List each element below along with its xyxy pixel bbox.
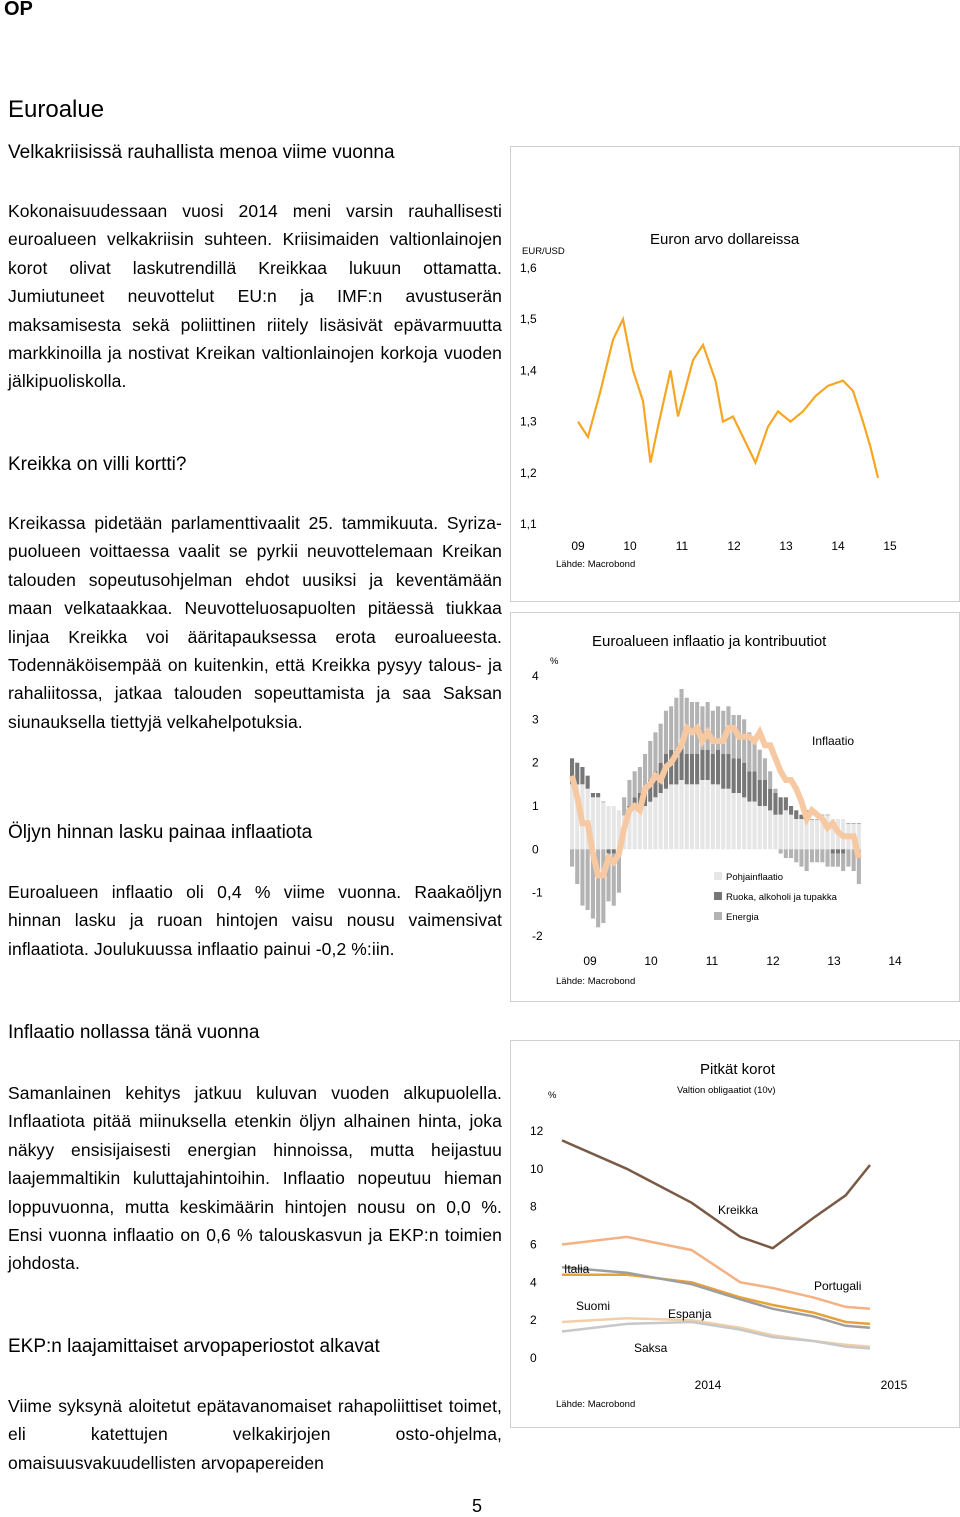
chart-inflation-svg <box>510 612 960 1002</box>
x-tick-label: 12 <box>727 539 741 553</box>
bar-energy <box>706 702 710 750</box>
legend-swatch <box>714 912 722 920</box>
bar-core <box>726 789 730 850</box>
y-tick-label: 6 <box>530 1237 537 1252</box>
y-tick-label: 4 <box>530 1275 537 1290</box>
bar-core <box>664 789 668 850</box>
bar-energy <box>815 849 819 862</box>
chart-euro-dollar-svg <box>510 146 960 602</box>
bar-food <box>580 767 584 784</box>
chart-long-rates <box>510 1040 960 1428</box>
bar-core <box>758 806 762 849</box>
chart-title: Pitkät korot <box>700 1061 776 1078</box>
y-tick-label: 12 <box>530 1123 544 1138</box>
bar-core <box>643 806 647 849</box>
legend-label: Ruoka, alkoholi ja tupakka <box>726 892 837 903</box>
bar-food <box>768 789 772 811</box>
bar-food <box>711 754 715 784</box>
legend-label: Energia <box>726 912 759 923</box>
legend-swatch <box>714 872 722 880</box>
legend-label: Pohjainflaatio <box>726 872 784 883</box>
bar-core <box>706 780 710 849</box>
bar-core <box>601 802 605 850</box>
bar-energy <box>763 758 767 780</box>
section-title: Euroalue <box>8 96 105 123</box>
bar-food <box>826 815 830 816</box>
y-tick-label: 3 <box>532 712 539 727</box>
chart-frame <box>511 147 960 602</box>
bar-food <box>591 793 595 797</box>
x-tick-label: 09 <box>583 954 597 968</box>
x-tick-label: 12 <box>766 954 780 968</box>
bar-food <box>841 849 845 853</box>
bar-core <box>716 784 720 849</box>
paragraph-inflaatio-nollassa: Samanlainen kehitys jatkuu kuluvan vuoden alkupuolella. Inflaatiota pitää miinuksella etenkin öljyn alhainen hinta, joka näkyy ensisijaisesti energian hinnoissa, mutta heijastuu laajemmaltikin kuluttajahintoihin. Inflaatio nopeutuu hieman loppuvuonna, mutta keskimäärin hintojen nousu on 0,0 %. Ensi vuonna inflaatio on 0,6 % talouskasvun ja EKP:n toimien johdosta. <box>8 1083 502 1274</box>
bar-food <box>742 763 746 798</box>
chart-source: Lähde: Macrobond <box>556 559 636 570</box>
bar-food <box>601 802 605 803</box>
y-tick-label: 1,1 <box>520 517 537 531</box>
bar-energy <box>789 849 793 858</box>
bar-food <box>706 750 710 780</box>
bar-food <box>695 754 699 784</box>
heading-velkakriisi: Velkakriisissä rauhallista menoa viime vuonna <box>8 142 395 163</box>
bar-energy <box>570 849 574 866</box>
bar-food <box>831 849 835 853</box>
bar-energy <box>638 767 642 793</box>
bar-core <box>669 784 673 849</box>
series-label-italia: Italia <box>564 1262 590 1276</box>
bar-food <box>690 754 694 784</box>
bar-energy <box>836 854 840 867</box>
bar-core <box>607 806 611 849</box>
bar-food <box>789 806 793 815</box>
bar-food <box>586 776 590 789</box>
bar-food <box>784 797 788 810</box>
x-tick-label: 14 <box>888 954 902 968</box>
bar-food <box>836 849 840 853</box>
bar-energy <box>633 771 637 797</box>
bar-food <box>753 771 757 801</box>
y-tick-label: 1,4 <box>520 363 537 378</box>
bar-core <box>742 797 746 849</box>
chart-source: Lähde: Macrobond <box>556 976 636 987</box>
bar-energy <box>711 711 715 754</box>
bar-energy <box>674 698 678 750</box>
x-tick-label: 15 <box>883 539 897 553</box>
bar-energy <box>648 741 652 780</box>
bar-core <box>810 819 814 849</box>
bar-core <box>596 797 600 849</box>
bar-core <box>732 793 736 849</box>
bar-energy <box>841 854 845 871</box>
bar-energy <box>575 849 579 884</box>
bar-core <box>695 784 699 849</box>
bar-energy <box>643 754 647 789</box>
bar-energy <box>794 849 798 862</box>
bar-energy <box>669 706 673 749</box>
bar-food <box>596 793 600 797</box>
y-axis-label: EUR/USD <box>522 246 565 257</box>
bar-energy <box>805 849 809 871</box>
bar-core <box>789 815 793 850</box>
bar-core <box>784 810 788 849</box>
bar-core <box>690 784 694 849</box>
x-tick-label: 13 <box>779 539 793 553</box>
bar-core <box>763 806 767 849</box>
y-tick-label: 0 <box>532 842 539 857</box>
bar-core <box>768 810 772 849</box>
x-tick-label: 10 <box>623 539 637 553</box>
bar-food <box>779 797 783 814</box>
bar-food <box>794 810 798 819</box>
bar-food <box>726 754 730 789</box>
bar-energy <box>622 797 626 814</box>
chart-long-rates-svg <box>510 1040 960 1428</box>
heading-oljy: Öljyn hinnan lasku painaa inflaatiota <box>8 822 313 843</box>
bar-core <box>680 780 684 849</box>
x-tick-label: 11 <box>675 539 689 553</box>
y-tick-label: 1,3 <box>520 414 537 429</box>
y-tick-label: 8 <box>530 1199 537 1214</box>
bar-energy <box>659 724 663 763</box>
bar-food <box>685 754 689 784</box>
bar-food <box>773 793 777 815</box>
bar-core <box>648 802 652 850</box>
inflation-line-label: Inflaatio <box>812 734 855 748</box>
paragraph-kreikka: Kreikassa pidetään parlamenttivaalit 25. tammikuuta. Syriza-puolueen voittaessa vaalit se pyrkii neuvottelemaan Kreikan talouden sopeutusohjelman ehdot uusiksi ja keventämään maan velkataakkaa. Neuvotteluosapuolten pitäessä tiukkaa linjaa Kreikka voi ääritapauksessa erota euroalueesta. Todennäköisempää on kuitenkin, että Kreikka pysyy talous- ja rahaliitossa, jatkaa talouden sopeuttamista ja saa Saksan siunauksella tiettyjä velkahelpotuksia. <box>8 513 502 732</box>
bar-energy <box>664 711 668 754</box>
bar-energy <box>820 849 824 862</box>
legend-swatch <box>714 892 722 900</box>
bar-energy <box>580 849 584 905</box>
series-label-kreikka: Kreikka <box>718 1203 759 1217</box>
bar-core <box>685 784 689 849</box>
y-tick-label: 1,5 <box>520 312 537 327</box>
series-label-suomi: Suomi <box>576 1299 611 1313</box>
y-axis-label: % <box>550 656 559 667</box>
bar-core <box>700 780 704 849</box>
bar-core <box>815 819 819 849</box>
heading-inflaatio-nollassa: Inflaatio nollassa tänä vuonna <box>8 1022 260 1043</box>
bar-core <box>711 784 715 849</box>
bar-food <box>758 780 762 806</box>
chart-euro-dollar <box>510 146 960 602</box>
bar-energy <box>768 771 772 788</box>
x-tick-label: 10 <box>644 954 658 968</box>
bar-core <box>747 802 751 850</box>
series-label-saksa: Saksa <box>634 1341 668 1355</box>
bar-core <box>612 806 616 849</box>
bar-core <box>633 806 637 849</box>
x-tick-label: 2015 <box>880 1378 908 1392</box>
chart-title: Euroalueen inflaatio ja kontribuutiot <box>592 633 827 650</box>
heading-kreikka: Kreikka on villi kortti? <box>8 454 187 475</box>
bar-food <box>857 823 861 824</box>
paragraph-oljy: Euroalueen inflaatio oli 0,4 % viime vuonna. Raakaöljyn hinnan lasku ja ruoan hintojen vaisu nousu vaimensivat inflaatiota. Joulukuussa inflaatio painui -0,2 %:iin. <box>8 882 502 959</box>
bar-energy <box>627 780 631 806</box>
x-tick-label: 09 <box>571 539 585 553</box>
bar-food <box>700 750 704 780</box>
bar-energy <box>799 849 803 866</box>
y-tick-label: 2 <box>532 755 539 770</box>
chart-inflation <box>510 612 960 1002</box>
chart-subtitle: Valtion obligaatiot (10v) <box>677 1085 776 1096</box>
y-tick-label: -2 <box>532 929 543 943</box>
bar-food <box>747 771 751 801</box>
chart-title: Euron arvo dollareissa <box>650 231 800 248</box>
y-tick-label: 1,6 <box>520 261 537 275</box>
bar-food <box>607 849 611 853</box>
y-tick-label: 4 <box>532 669 539 683</box>
y-tick-label: 0 <box>530 1351 537 1365</box>
bar-energy <box>846 849 850 866</box>
bar-food <box>737 758 741 793</box>
paragraph-ekp: Viime syksynä aloitetut epätavanomaiset rahapoliittiset toimet, eli katettujen velkakirjojen osto-ohjelma, omaisuusvakuudellisten arvopapereiden <box>8 1396 502 1473</box>
bar-energy <box>773 789 777 793</box>
bar-core <box>794 819 798 849</box>
bar-core <box>653 797 657 849</box>
x-tick-label: 14 <box>831 539 845 553</box>
bar-core <box>659 793 663 849</box>
bar-energy <box>826 849 830 866</box>
y-axis-label: % <box>548 1090 557 1101</box>
paragraph-velkakriisi: Kokonaisuudessaan vuosi 2014 meni varsin rauhallisesti euroalueen velkakriisin suhteen. Kriisimaiden valtionlainojen korot olivat laskutrendillä Kreikkaa lukuun ottamatta. Jumiutuneet neuvottelut EU:n ja IMF:n avustuserän maksamisesta sekä poliittinen riitely lisäsivät epävarmuutta markkinoilla ja nostivat Kreikan valtionlainojen korkoja vuoden jälkipuoliskolla. <box>8 201 502 392</box>
bar-energy <box>779 849 783 853</box>
bar-core <box>721 789 725 850</box>
bar-energy <box>831 854 835 867</box>
bar-food <box>732 758 736 793</box>
bar-energy <box>758 750 762 780</box>
bar-food <box>763 780 767 806</box>
x-tick-label: 13 <box>827 954 841 968</box>
bar-food <box>852 823 856 824</box>
series-label-portugali: Portugali <box>814 1279 862 1293</box>
bar-food <box>846 823 850 824</box>
y-tick-label: 1 <box>532 799 539 813</box>
chart-source: Lähde: Macrobond <box>556 1399 636 1410</box>
bar-core <box>753 802 757 850</box>
y-tick-label: 1,2 <box>520 465 537 480</box>
bar-energy <box>586 849 590 910</box>
x-tick-label: 11 <box>705 954 719 968</box>
bar-core <box>779 815 783 850</box>
y-tick-label: 2 <box>530 1313 537 1328</box>
bar-energy <box>653 732 657 771</box>
series-label-espanja: Espanja <box>668 1307 712 1321</box>
page-number: 5 <box>472 1496 483 1516</box>
bar-energy <box>742 719 746 762</box>
bar-food <box>721 754 725 789</box>
bar-food <box>716 750 720 785</box>
bar-energy <box>810 849 814 862</box>
brand-logo: OP <box>4 0 33 20</box>
x-tick-label: 2014 <box>694 1378 722 1392</box>
bar-food <box>612 849 616 853</box>
bar-energy <box>732 715 736 758</box>
bar-core <box>674 784 678 849</box>
bar-core <box>773 815 777 850</box>
heading-ekp: EKP:n laajamittaiset arvopaperiostot alkavat <box>8 1336 380 1357</box>
bar-energy <box>784 849 788 858</box>
y-tick-label: -1 <box>532 885 543 900</box>
bar-core <box>737 793 741 849</box>
bar-core <box>799 819 803 849</box>
bar-food <box>810 819 814 820</box>
y-tick-label: 10 <box>530 1161 544 1176</box>
